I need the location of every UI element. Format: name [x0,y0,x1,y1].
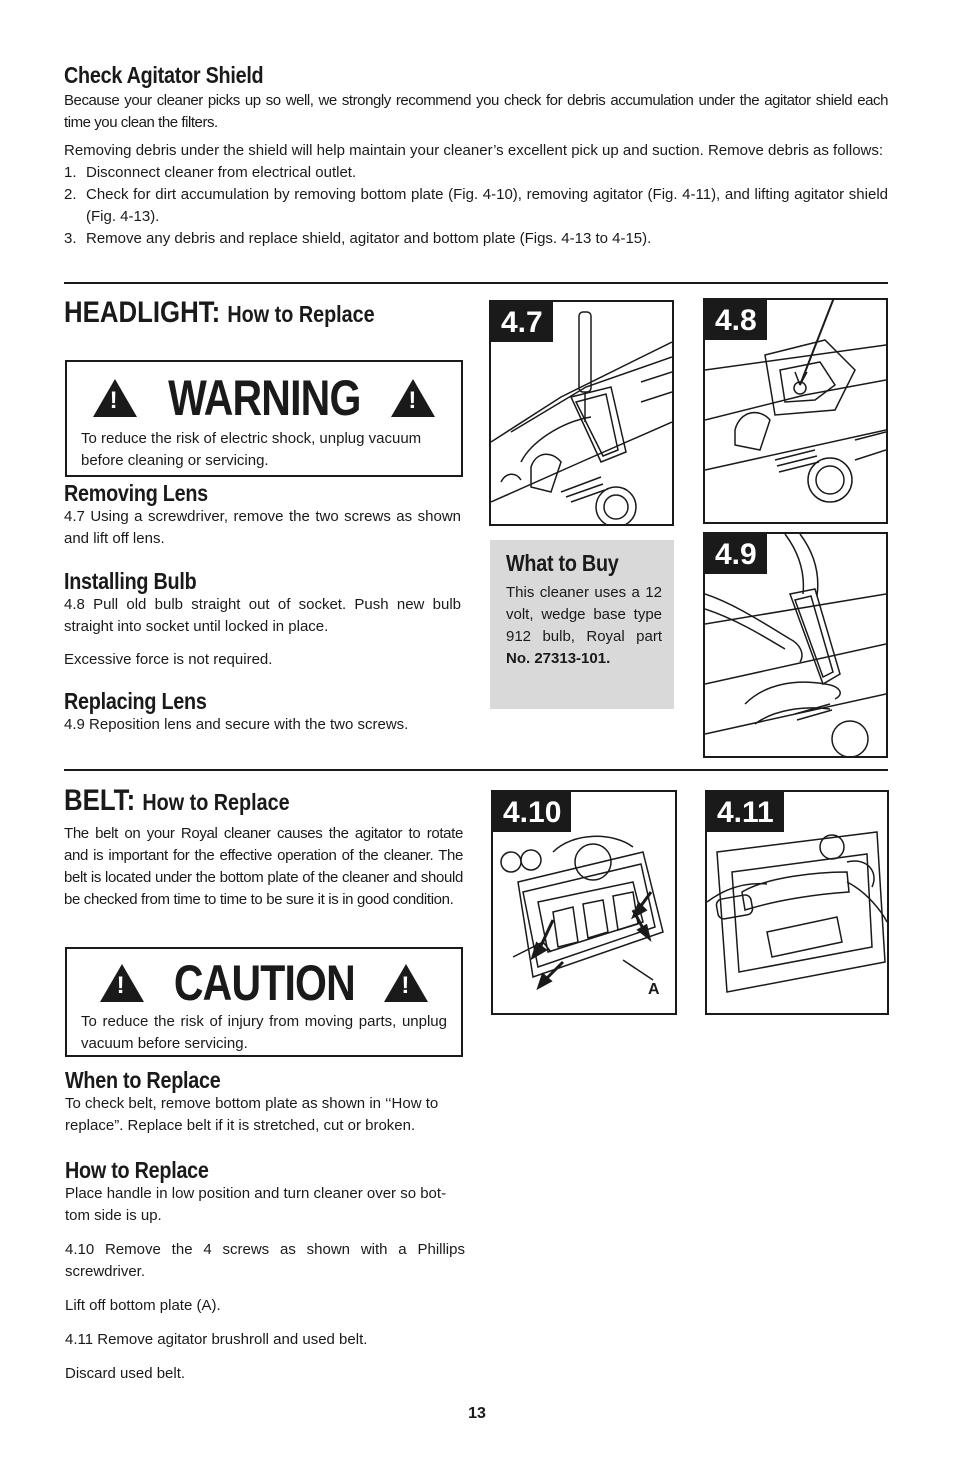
how-to-replace-step: Place handle in low position and turn cleaner over so bot-tom side is up. [65,1185,447,1224]
page-number: 13 [468,1405,486,1422]
plate-label-a: A [648,981,660,998]
how-to-replace-step: Lift off bottom plate (A). [65,1297,221,1314]
installing-bulb-note: Excessive force is not required. [64,651,273,668]
caution-triangle-icon: ! [100,964,144,1002]
replacing-lens-heading: Replacing Lens [64,688,207,714]
what-to-buy-text: This cleaner uses a 12 volt, wedge base type 912 bulb, Royal part No. 27313-101. [506,584,662,667]
headlight-instructions [64,480,461,736]
figure-label: 4.10 [493,792,571,832]
how-to-replace-step: 4.11 Remove agitator brushroll and used belt. [65,1331,368,1348]
caution-text: To reduce the risk of injury from moving parts, unplug vacuum before servicing. [81,1013,447,1052]
agitator-steps [64,162,888,250]
agitator-heading: Check Agitator Shield [64,62,264,88]
warning-word: WARNING [167,370,361,426]
section-divider [64,769,888,771]
how-to-replace-step: Discard used belt. [65,1365,186,1382]
warning-header [67,370,461,426]
figure-4-11 [705,790,889,1015]
when-to-replace-heading: When to Replace [65,1067,221,1093]
figure-label: 4.11 [707,792,784,832]
replacing-lens-text: 4.9 Reposition lens and secure with the two screws. [64,716,409,733]
list-item: 3. Remove any debris and replace shield, agitator and bottom plate (Figs. 4-13 to 4-15). [64,230,652,247]
agitator-paragraph-2: Removing debris under the shield will help maintain your cleaner’s excellent pick up and suction. Remove debris as follows: [64,142,884,159]
part-number: No. 27313-101. [506,650,611,667]
removing-lens-text: 4.7 Using a screwdriver, remove the two screws as shown and lift off lens. [64,508,461,547]
how-to-replace-heading: How to Replace [65,1157,209,1183]
belt-title-sub: How to Replace [142,789,290,815]
what-to-buy-box [490,540,674,709]
warning-triangle-icon: ! [391,379,435,417]
headlight-title-sub: How to Replace [227,301,375,327]
installing-bulb-text: 4.8 Pull old bulb straight out of socket. Push new bulb straight into socket until locked in place. [64,596,461,635]
caution-header [67,955,461,1011]
belt-title-main: BELT: [64,784,136,817]
warning-box [65,360,463,477]
agitator-section [64,62,888,250]
installing-bulb-heading: Installing Bulb [64,568,197,594]
agitator-paragraph-1: Because your cleaner picks up so well, we strongly recommend you check for debris accumulation under the agitator shield each time you clean the filters. [64,92,888,131]
figure-4-9 [703,532,888,758]
belt-instructions [65,1067,465,1385]
figure-label: 4.9 [705,534,767,574]
warning-text: To reduce the risk of electric shock, unplug vacuum before cleaning or servicing. [81,430,422,469]
caution-box [65,947,463,1057]
figure-label: 4.7 [491,302,553,342]
list-item: 2. Check for dirt accumulation by removing bottom plate (Fig. 4-10), removing agitator (Fig. 4-11), and lifting agitator shield (Fig. 4-13). [64,186,888,225]
how-to-replace-step: 4.10 Remove the 4 screws as shown with a Phillips screwdriver. [65,1241,465,1280]
figure-4-7 [489,300,674,526]
section-divider [64,282,888,284]
headlight-title [64,296,425,331]
caution-triangle-icon: ! [384,964,428,1002]
figure-4-8 [703,298,888,524]
belt-title [64,784,326,819]
caution-word: CAUTION [173,955,355,1011]
belt-intro: The belt on your Royal cleaner causes the agitator to rotate and is important for the effective operation of the cleaner. The belt is located under the bottom plate of the cleaner and should be checked from time to time to be sure it is in good condition. [64,825,463,908]
what-to-buy-heading: What to Buy [506,550,619,576]
when-to-replace-text: To check belt, remove bottom plate as shown in ‘‘How to replace”. Replace belt if it is stretched, cut or broken. [65,1095,439,1134]
warning-triangle-icon: ! [93,379,137,417]
figure-label: 4.8 [705,300,767,340]
removing-lens-heading: Removing Lens [64,480,208,506]
figure-4-10 [491,790,677,1015]
list-item: 1. Disconnect cleaner from electrical outlet. [64,164,357,181]
headlight-title-main: HEADLIGHT: [64,296,221,329]
